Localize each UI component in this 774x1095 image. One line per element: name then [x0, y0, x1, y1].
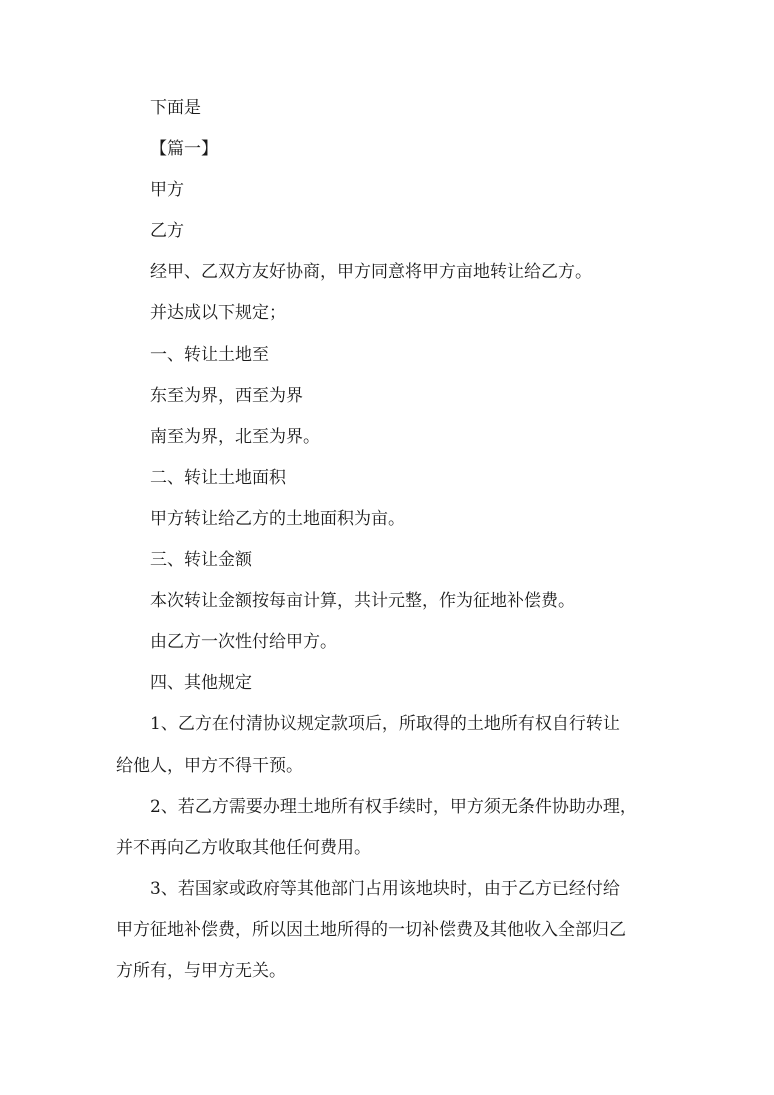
party-a-label: 甲方: [150, 180, 184, 201]
agreement-statement: 经甲、乙双方友好协商，甲方同意将甲方亩地转让给乙方。: [150, 262, 592, 283]
intro-line: 下面是: [150, 98, 201, 118]
document-body: [116, 96, 656, 1000]
party-b-label: 乙方: [150, 221, 184, 242]
section-heading-transfer-amount: 三、转让金额: [150, 550, 252, 571]
section-heading-other-terms: 四、其他规定: [150, 673, 252, 694]
section-heading-land-boundaries: 一、转让土地至: [150, 344, 269, 365]
boundary-east-west: 东至为界，西至为界: [150, 385, 303, 406]
clause-2-line-2: 并不再向乙方收取其他任何费用。: [116, 837, 371, 858]
clause-1: [116, 712, 656, 777]
payment-statement: 由乙方一次性付给甲方。: [150, 632, 337, 653]
clause-2: [116, 795, 656, 860]
clause-1-line-2: 给他人，甲方不得干预。: [116, 755, 303, 776]
terms-intro: 并达成以下规定；: [150, 303, 286, 324]
transfer-amount-statement: 本次转让金额按每亩计算，共计元整，作为征地补偿费。: [150, 591, 575, 612]
clause-1-line-1: 1、乙方在付清协议规定款项后，所取得的土地所有权自行转让: [150, 714, 620, 735]
land-area-statement: 甲方转让给乙方的土地面积为亩。: [150, 508, 405, 529]
clause-2-line-1: 2、若乙方需要办理土地所有权手续时，甲方须无条件协助办理，: [150, 796, 637, 817]
clause-3: [116, 877, 656, 983]
clause-3-line-1: 3、若国家或政府等其他部门占用该地块时，由于乙方已经付给: [150, 878, 620, 899]
clause-3-line-3: 方所有，与甲方无关。: [116, 960, 286, 981]
clause-3-line-2: 甲方征地补偿费，所以因土地所得的一切补偿费及其他收入全部归乙: [116, 919, 626, 940]
boundary-south-north: 南至为界，北至为界。: [150, 426, 320, 447]
section-heading-land-area: 二、转让土地面积: [150, 467, 286, 488]
section-heading-part-one: 【篇一】: [150, 139, 218, 160]
